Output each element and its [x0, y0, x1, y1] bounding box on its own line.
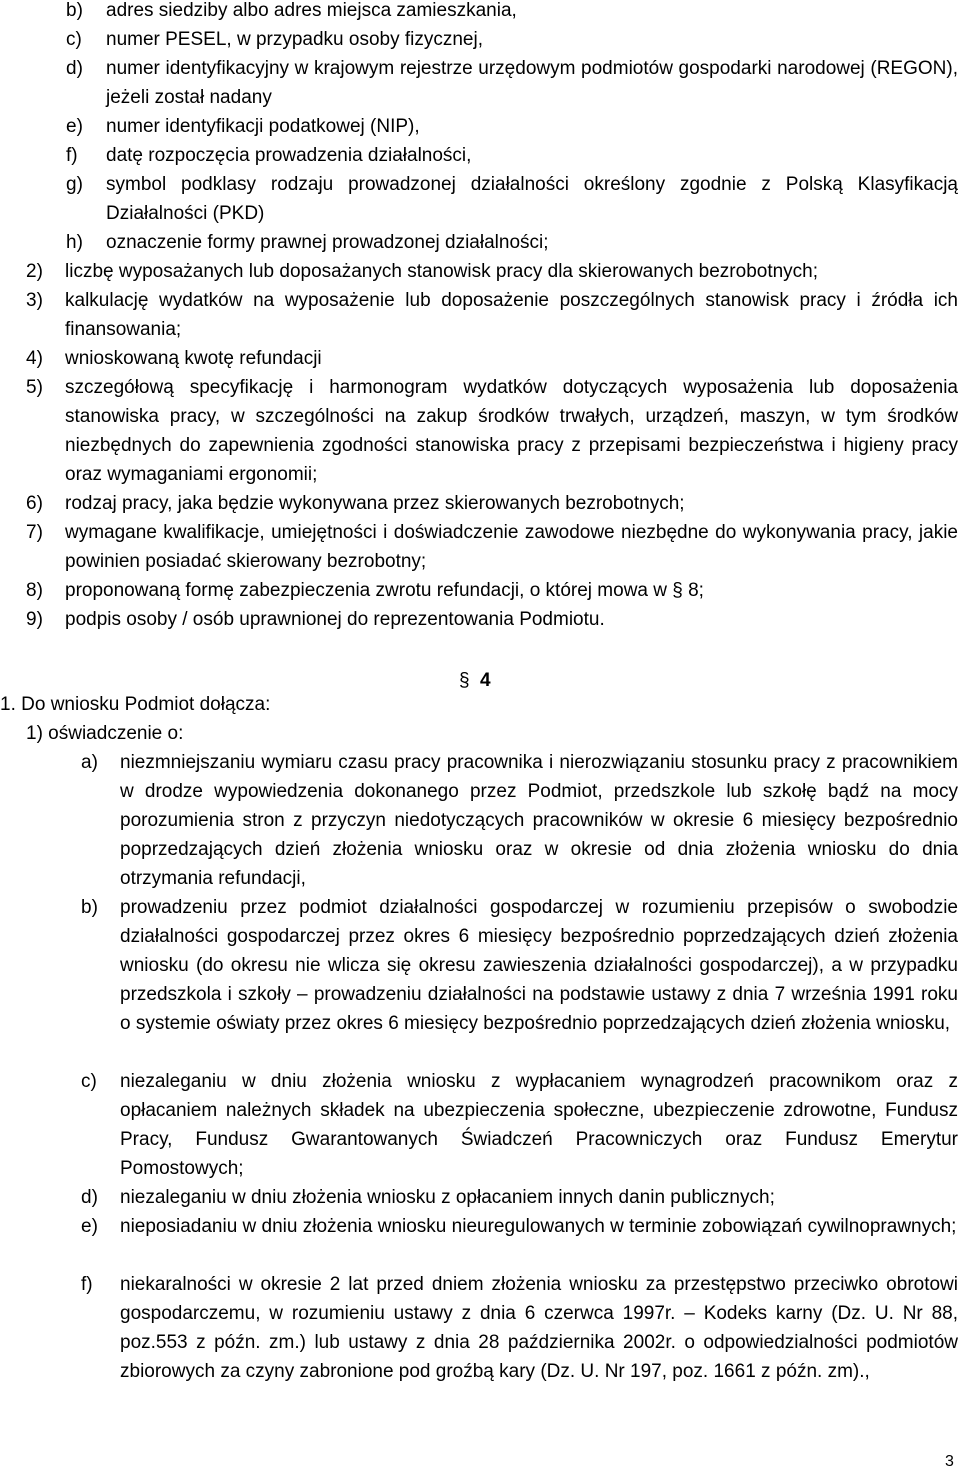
section-number: 4 [480, 670, 491, 691]
item-text: numer identyfikacji podatkowej (NIP), [106, 116, 420, 137]
item-label: c) [81, 1071, 97, 1092]
item-label: f) [66, 145, 78, 166]
list-item [26, 344, 958, 373]
list-item [26, 518, 958, 576]
list-item [26, 576, 958, 605]
list-item [26, 286, 958, 344]
list-item [66, 25, 958, 54]
list-item [66, 170, 958, 228]
list-item [26, 373, 958, 489]
item-label: 9) [26, 609, 43, 630]
item-label: 7) [26, 522, 43, 543]
item-label: b) [66, 0, 83, 21]
item-label: b) [81, 897, 98, 918]
item-text: niezaleganiu w dniu złożenia wniosku z opłacaniem innych danin publicznych; [120, 1187, 775, 1208]
list-item [66, 54, 958, 112]
item-text: niezaleganiu w dniu złożenia wniosku z wypłacaniem wynagrodzeń pracownikom oraz z opłacaniem należnych składek na ubezpieczenia społeczne, ubezpieczenie zdrowotne, Fundusz Pracy, Fundusz Gwarantowanych Świadczeń Pracowniczych oraz Fundusz Emerytur Pomostowych; [120, 1071, 958, 1179]
item-label: f) [81, 1274, 93, 1295]
item-label: h) [66, 232, 83, 253]
item-text: prowadzeniu przez podmiot działalności gospodarczej w rozumieniu przepisów o swobodzie działalności gospodarczej przez okres 6 miesięcy bezpośrednio poprzedzających dzień złożenia wniosku (do okresu nie wlicza się okresu zawieszenia działalności gospodarczej), a w przypadku przedszkola i szkoły – prowadzeniu działalności na podstawie ustawy z dnia 7 września 1991 roku o systemie oświaty przez okres 6 miesięcy bezpośrednio poprzedzających dzień złożenia wniosku, [120, 897, 958, 1034]
list-item [81, 1183, 958, 1212]
page-number: 3 [945, 1453, 954, 1470]
item-text: oznaczenie formy prawnej prowadzonej działalności; [106, 232, 549, 253]
item-text: nieposiadaniu w dniu złożenia wniosku nieuregulowanych w terminie zobowiązań cywilnoprawnych; [120, 1216, 957, 1237]
item-label: 4) [26, 348, 43, 369]
item-text: rodzaj pracy, jaka będzie wykonywana przez skierowanych bezrobotnych; [65, 493, 685, 514]
list-item [26, 257, 958, 286]
section-sub-intro: 1) oświadczenie o: [26, 723, 184, 744]
item-label: 5) [26, 377, 43, 398]
item-label: e) [66, 116, 83, 137]
item-label: a) [81, 752, 98, 773]
item-label: d) [66, 58, 83, 79]
list-item [81, 748, 958, 893]
list-item [26, 489, 958, 518]
item-text: symbol podklasy rodzaju prowadzonej działalności określony zgodnie z Polską Klasyfikacją Działalności (PKD) [106, 174, 958, 224]
list-item [26, 605, 958, 634]
list-item [66, 112, 958, 141]
list-item [66, 228, 958, 257]
item-text: wnioskowaną kwotę refundacji [65, 348, 322, 369]
item-label: 2) [26, 261, 43, 282]
item-label: 8) [26, 580, 43, 601]
item-text: wymagane kwalifikacje, umiejętności i doświadczenie zawodowe niezbędne do wykonywania pracy, jakie powinien posiadać skierowany bezrobotny; [65, 522, 958, 572]
item-label: d) [81, 1187, 98, 1208]
list-item [81, 1212, 958, 1241]
item-label: 3) [26, 290, 43, 311]
item-label: 6) [26, 493, 43, 514]
list-item [81, 1270, 958, 1386]
item-text: datę rozpoczęcia prowadzenia działalności, [106, 145, 472, 166]
list-item [81, 893, 958, 1038]
item-label: e) [81, 1216, 98, 1237]
item-text: niekaralności w okresie 2 lat przed dniem złożenia wniosku za przestępstwo przeciwko obrotowi gospodarczemu, w rozumieniu ustawy z dnia 6 czerwca 1997r. – Kodeks karny (Dz. U. Nr 88, poz.553 z późn. zm.) lub ustawy z dnia 28 października 2002r. o odpowiedzialności podmiotów zbiorowych za czyny zabronione pod groźbą kary (Dz. U. Nr 197, poz. 1661 z późn. zm)., [120, 1274, 958, 1382]
section-symbol: § [459, 670, 470, 691]
list-item [81, 1067, 958, 1183]
item-text: adres siedziby albo adres miejsca zamieszkania, [106, 0, 517, 21]
list-item [66, 0, 958, 25]
item-text: proponowaną formę zabezpieczenia zwrotu refundacji, o której mowa w § 8; [65, 580, 704, 601]
item-text: liczbę wyposażanych lub doposażanych stanowisk pracy dla skierowanych bezrobotnych; [65, 261, 819, 282]
item-label: g) [66, 174, 83, 195]
item-text: podpis osoby / osób uprawnionej do reprezentowania Podmiotu. [65, 609, 605, 630]
item-text: niezmniejszaniu wymiaru czasu pracy pracownika i nierozwiązaniu stosunku pracy z pracownikiem w drodze wypowiedzenia dokonanego przez Podmiot, przedszkole lub szkołę bądź na mocy porozumienia stron z przyczyn niedotyczących pracowników w okresie 6 miesięcy bezpośrednio poprzedzających dzień złożenia wniosku oraz w okresie od dnia złożenia wniosku do dnia otrzymania refundacji, [120, 752, 958, 889]
item-text: kalkulację wydatków na wyposażenie lub doposażenie poszczególnych stanowisk pracy i źródła ich finansowania; [65, 290, 958, 340]
section-intro: 1. Do wniosku Podmiot dołącza: [0, 694, 271, 715]
item-text: numer PESEL, w przypadku osoby fizycznej, [106, 29, 484, 50]
item-label: c) [66, 29, 82, 50]
item-text: szczegółową specyfikację i harmonogram wydatków dotyczących wyposażenia lub doposażenia stanowiska pracy, w szczególności na zakup środków trwałych, urządzeń, maszyn, w tym środków niezbędnych do zapewnienia zgodności stanowiska pracy z przepisami bezpieczeństwa i higieny pracy oraz wymaganiami ergonomii; [65, 377, 958, 485]
item-text: numer identyfikacyjny w krajowym rejestrze urzędowym podmiotów gospodarki narodowej (REGON), jeżeli został nadany [106, 58, 958, 108]
list-item [66, 141, 958, 170]
